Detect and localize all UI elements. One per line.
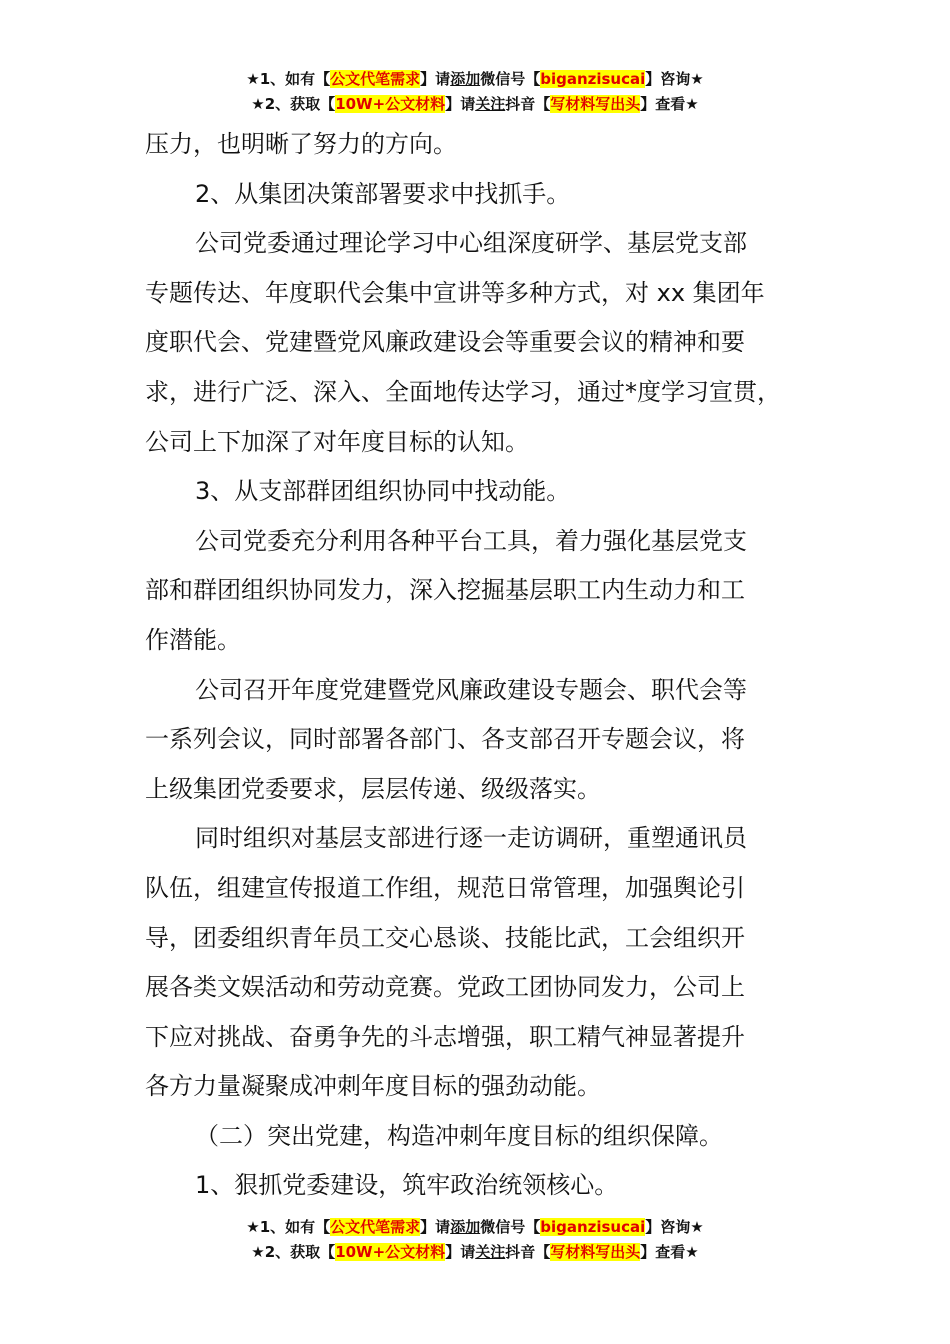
text-line: 部和群团组织协同发力，深入挖掘基层职工内生动力和工	[145, 576, 745, 605]
banner-text: 】请	[445, 95, 476, 113]
text-line: 一系列会议，同时部署各部门、各支部召开专题会议，将	[145, 725, 745, 754]
banner-text: ★1、如有【	[246, 70, 331, 88]
banner-underlined-text: 关注	[475, 95, 506, 113]
banner-text: 微信号【	[480, 1218, 541, 1236]
text-line: 导，团委组织青年员工交心恳谈、技能比武，工会组织开	[145, 923, 745, 952]
banner-text: 微信号【	[480, 70, 541, 88]
text-line: 各方力量凝聚成冲刺年度目标的强劲动能。	[145, 1072, 601, 1101]
banner-line-1	[0, 1215, 950, 1240]
banner-line-2	[0, 92, 950, 117]
text-line: 作潜能。	[145, 625, 241, 654]
numbered-heading: 3、从支部群团组织协同中找动能。	[195, 477, 571, 506]
header-banner	[0, 67, 950, 117]
banner-line-2	[0, 1240, 950, 1265]
numbered-heading: 1、狠抓党委建设，筑牢政治统领核心。	[195, 1171, 619, 1200]
text-line: 展各类文娱活动和劳动竞赛。党政工团协同发力，公司上	[145, 973, 745, 1002]
banner-text: 】请	[445, 1243, 476, 1261]
text-line: 压力，也明晰了努力的方向。	[145, 130, 457, 158]
banner-highlight: 10W+公文材料	[335, 95, 446, 113]
section-heading: （二）突出党建，构造冲刺年度目标的组织保障。	[195, 1121, 723, 1150]
banner-text: 】咨询★	[645, 1218, 704, 1236]
banner-text: 抖音【	[505, 95, 551, 113]
banner-highlight: biganzisucai	[540, 70, 646, 88]
banner-text: 】请	[420, 1218, 451, 1236]
banner-text: 】查看★	[640, 1243, 699, 1261]
document-body	[145, 120, 835, 1211]
banner-highlight: 公文代笔需求	[330, 70, 421, 88]
banner-text: 】咨询★	[645, 70, 704, 88]
banner-text: 】查看★	[640, 95, 699, 113]
text-line: 公司党委充分利用各种平台工具，着力强化基层党支	[195, 526, 747, 555]
numbered-heading: 2、从集团决策部署要求中找抓手。	[195, 179, 571, 208]
text-line: 专题传达、年度职代会集中宣讲等多种方式，对 xx 集团年	[145, 278, 765, 307]
banner-text: ★2、获取【	[251, 1243, 336, 1261]
text-line: 度职代会、党建暨党风廉政建设会等重要会议的精神和要	[145, 328, 745, 357]
text-line: 下应对挑战、奋勇争先的斗志增强，职工精气神显著提升	[145, 1022, 745, 1051]
text-line: 队伍，组建宣传报道工作组，规范日常管理，加强舆论引	[145, 873, 745, 902]
banner-underlined-text: 关注	[475, 1243, 506, 1261]
banner-line-1	[0, 67, 950, 92]
text-line: 求，进行广泛、深入、全面地传达学习，通过*度学习宣贯，	[145, 377, 781, 406]
banner-highlight: biganzisucai	[540, 1218, 646, 1236]
banner-text: 抖音【	[505, 1243, 551, 1261]
text-line: 公司召开年度党建暨党风廉政建设专题会、职代会等	[195, 675, 747, 704]
text-line: 公司党委通过理论学习中心组深度研学、基层党支部	[195, 229, 747, 258]
footer-banner	[0, 1215, 950, 1265]
banner-text: 】请	[420, 70, 451, 88]
banner-text: ★1、如有【	[246, 1218, 331, 1236]
banner-underlined-text: 添加	[450, 1218, 481, 1236]
banner-text: ★2、获取【	[251, 95, 336, 113]
banner-highlight: 公文代笔需求	[330, 1218, 421, 1236]
text-line: 上级集团党委要求，层层传递、级级落实。	[145, 774, 601, 803]
banner-highlight: 写材料写出头	[550, 95, 641, 113]
text-line: 同时组织对基层支部进行逐一走访调研，重塑通讯员	[195, 824, 747, 853]
banner-highlight: 10W+公文材料	[335, 1243, 446, 1261]
text-line: 公司上下加深了对年度目标的认知。	[145, 427, 529, 456]
banner-underlined-text: 添加	[450, 70, 481, 88]
banner-highlight: 写材料写出头	[550, 1243, 641, 1261]
